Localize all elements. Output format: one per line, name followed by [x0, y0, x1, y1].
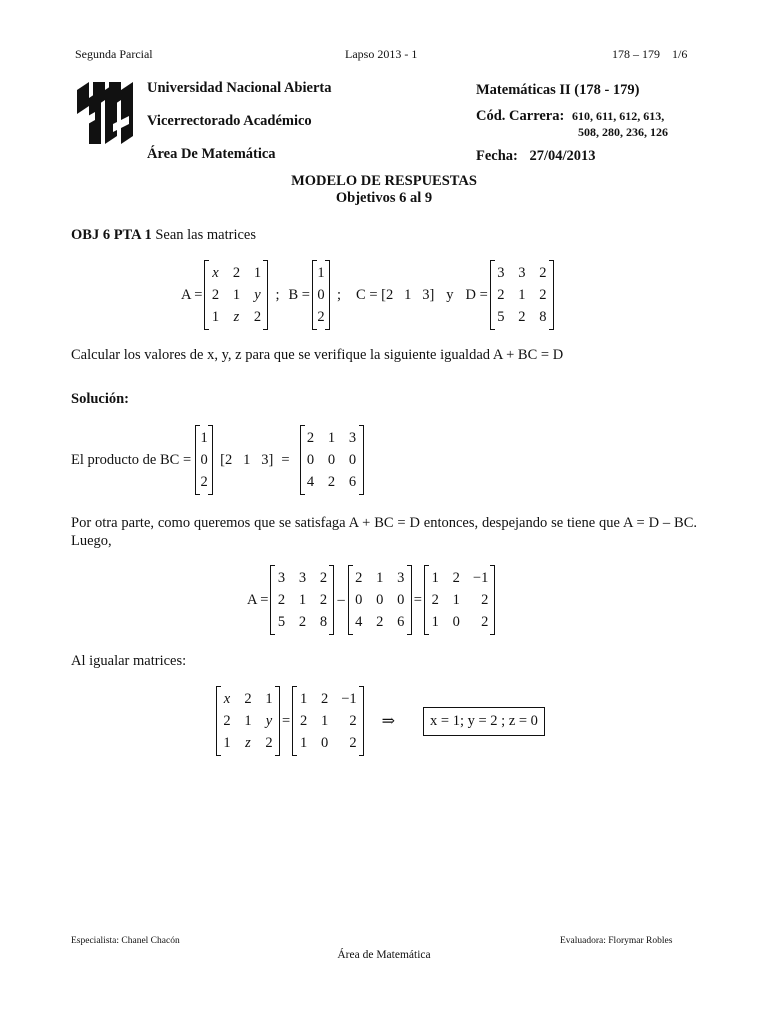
model-subtitle: Objetivos 6 al 9: [335, 190, 433, 206]
matrix-cell: 3: [298, 570, 307, 586]
matrix-cell: 0: [397, 592, 405, 608]
matrix-cell: 1: [298, 592, 307, 608]
matrix-a-label: A =: [181, 286, 203, 303]
matrix-cell: 1: [253, 265, 262, 281]
matrix-cell: 1: [518, 287, 526, 303]
matrix-cell: 2: [200, 474, 208, 490]
problem-intro: [71, 227, 256, 244]
matrix-cell: 2: [452, 570, 460, 586]
matrix-cell: 2: [355, 570, 363, 586]
matrix-d-label: D =: [465, 286, 488, 303]
matrix-cell: 1: [431, 614, 439, 630]
career-codes-line1: 610, 611, 612, 613,: [571, 109, 665, 123]
problem-label: OBJ 6 PTA 1: [71, 227, 152, 243]
institution-name: Universidad Nacional Abierta: [147, 80, 332, 96]
matrix-cell: 2: [211, 287, 220, 303]
implies-arrow-icon: ⇒: [381, 713, 396, 730]
matrix-cell: 2: [349, 735, 357, 751]
matrix-cell: 1: [200, 430, 208, 446]
exam-date: [476, 148, 596, 165]
matrix-b: [312, 260, 330, 330]
matrix-cell: −1: [472, 570, 489, 586]
matrix-cell: 2: [298, 614, 307, 630]
matrix-cell: 2: [320, 691, 329, 707]
matrix-cell: x: [223, 691, 231, 707]
matrix-cell: 6: [348, 474, 357, 490]
matrix-cell: 2: [265, 735, 273, 751]
matrix-cell: 6: [397, 614, 405, 630]
header-right: 178 – 179 1/6: [612, 47, 688, 61]
matrix-cell: 0: [306, 452, 315, 468]
matrix-cell: 2: [349, 713, 357, 729]
matrix-cell: 0: [327, 452, 336, 468]
matrix-cell: y: [265, 713, 273, 729]
matrix-cell: x: [212, 265, 219, 281]
equals-sign: =: [281, 451, 290, 468]
matrix-cell: 8: [319, 614, 328, 630]
matrix-cell: 2: [232, 265, 241, 281]
matrix-cell: 1: [265, 691, 273, 707]
footer-evaluator: Evaluadora: Florymar Robles: [560, 936, 673, 946]
matrix-cell: 2: [223, 713, 231, 729]
matrix-b-label: B =: [288, 286, 310, 303]
d-minus-bc: [247, 565, 497, 635]
matrix-cell: 1: [327, 430, 336, 446]
matrix-cell: 1: [452, 592, 460, 608]
product-text: El producto de BC =: [71, 451, 192, 468]
matrix-cell: 2: [431, 592, 439, 608]
institution-area: Área De Matemática: [147, 146, 276, 162]
matrix-cell: 2: [327, 474, 336, 490]
matrix-cell: 1: [431, 570, 439, 586]
matrix-cell: 2: [253, 309, 262, 325]
matrix-cell: 2: [497, 287, 505, 303]
a-equals-label: A =: [247, 591, 269, 608]
matrix-cell: 8: [539, 309, 547, 325]
matrix-bc: [300, 425, 364, 495]
date-label: Fecha:: [476, 148, 518, 164]
matrix-cell: 2: [244, 691, 252, 707]
matrix-cell: 2: [319, 570, 328, 586]
matrix-result: [424, 565, 495, 635]
solution-paragraph: Por otra parte, como queremos que se satisfaga A + BC = D entonces, despejando se tiene que A = D – BC. Luego,: [71, 515, 697, 549]
model-title: MODELO DE RESPUESTAS: [291, 173, 477, 189]
matrix-d: [270, 565, 334, 635]
footer-area: Área de Matemática: [337, 949, 431, 961]
matrix-cell: 2: [481, 614, 489, 630]
matrix-cell: 2: [539, 265, 547, 281]
matrix-cell: 3: [397, 570, 405, 586]
matrix-cell: 2: [306, 430, 315, 446]
career-codes-line2: 508, 280, 236, 126: [578, 125, 668, 139]
bc-product: [71, 425, 366, 495]
match-text: Al igualar matrices:: [71, 653, 187, 669]
problem-intro-text: Sean las matrices: [151, 227, 256, 243]
matrix-cell: 1: [223, 735, 231, 751]
matrix-cell: 1: [317, 265, 325, 281]
answer-box: x = 1; y = 2 ; z = 0: [423, 707, 545, 736]
matrix-cell: 0: [376, 592, 384, 608]
matrix-cell: 2: [376, 614, 384, 630]
matrix-cell: 1: [232, 287, 241, 303]
matrix-cell: 3: [348, 430, 357, 446]
header-center: Lapso 2013 - 1: [345, 47, 418, 61]
matrix-cell: 1: [211, 309, 220, 325]
matrix-cell: 0: [452, 614, 460, 630]
matrix-a: [204, 260, 268, 330]
matrix-cell: 1: [299, 691, 308, 707]
matrix-cell: 2: [299, 713, 308, 729]
una-logo-icon: [75, 80, 137, 146]
matrix-cell: 4: [306, 474, 315, 490]
matrix-cell: 0: [200, 452, 208, 468]
minus-sign: –: [337, 591, 345, 608]
matrix-cell: 2: [518, 309, 526, 325]
matrix-c-row: [2 1 3]: [220, 451, 274, 468]
matrix-cell: 2: [319, 592, 328, 608]
footer-specialist: Especialista: Chanel Chacón: [71, 936, 180, 946]
separator: ;: [337, 286, 342, 303]
matrix-cell: 1: [244, 713, 252, 729]
matrix-cell: 5: [497, 309, 505, 325]
matrix-cell: 5: [277, 614, 286, 630]
and-word: y: [446, 286, 454, 303]
matrix-cell: 3: [277, 570, 286, 586]
equals-sign: =: [413, 591, 422, 608]
matrix-cell: 0: [355, 592, 363, 608]
matrix-cell: y: [254, 287, 261, 303]
date-value: 27/04/2013: [529, 148, 596, 164]
matrix-cell: 3: [518, 265, 526, 281]
career-codes: [476, 108, 664, 125]
institution-vicerrectorado: Vicerrectorado Académico: [147, 113, 312, 129]
matrix-cell: −1: [341, 691, 357, 707]
matrix-bc: [348, 565, 412, 635]
separator: ;: [275, 286, 280, 303]
matrix-cell: 1: [299, 735, 308, 751]
matrix-cell: 1: [320, 713, 329, 729]
matrix-cell: 0: [317, 287, 325, 303]
matrix-cell: 2: [277, 592, 286, 608]
matrix-cell: 0: [348, 452, 357, 468]
final-equality: [214, 686, 545, 756]
equals-sign: =: [282, 712, 291, 729]
matrix-cell: z: [245, 735, 251, 751]
problem-statement: Calcular los valores de x, y, z para que se verifique la siguiente igualdad A + BC = D: [71, 347, 564, 363]
matrix-cell: 4: [355, 614, 363, 630]
given-matrices: [181, 260, 556, 330]
matrix-c-label: C = [2 1 3]: [356, 286, 435, 303]
course-title: Matemáticas II (178 - 179): [476, 82, 640, 98]
matrix-b: [195, 425, 213, 495]
matrix-cell: z: [233, 309, 240, 325]
header-left: Segunda Parcial: [75, 47, 153, 61]
matrix-a: [216, 686, 280, 756]
matrix-cell: 1: [376, 570, 384, 586]
matrix-cell: 2: [317, 309, 325, 325]
matrix-cell: 2: [481, 592, 489, 608]
matrix-d: [490, 260, 554, 330]
matrix-cell: 3: [497, 265, 505, 281]
matrix-result: [292, 686, 363, 756]
matrix-cell: 2: [539, 287, 547, 303]
career-code-label: Cód. Carrera:: [476, 108, 565, 124]
solution-label: Solución:: [71, 391, 130, 407]
matrix-cell: 0: [320, 735, 329, 751]
